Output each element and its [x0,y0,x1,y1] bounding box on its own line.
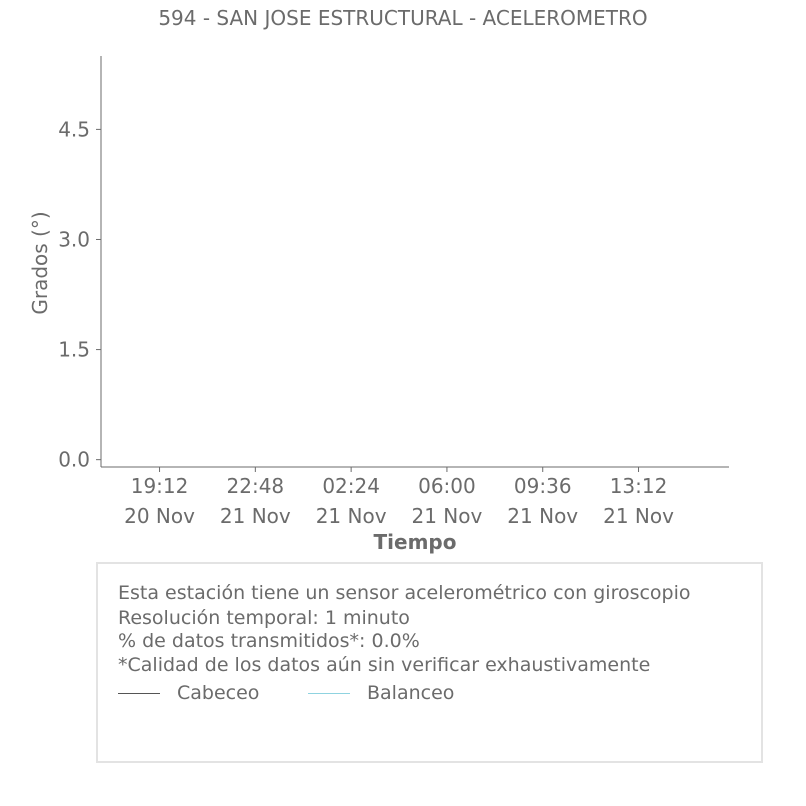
legend-label-cabeceo: Cabeceo [177,682,260,704]
y-tick-label: 4.5 [58,117,90,142]
y-axis-label: Grados (°) [28,211,52,315]
x-tick-date-label: 21 Nov [315,504,387,528]
y-tick-label: 0.0 [58,447,90,472]
x-tick-time-label: 13:12 [609,474,668,498]
x-tick-time-label: 22:48 [226,474,285,498]
chart-title: 594 - SAN JOSE ESTRUCTURAL - ACELEROMETRO [158,6,648,30]
x-tick-time-label: 02:24 [322,474,380,498]
legend-swatch-cabeceo [118,693,160,694]
y-tick-label: 3.0 [58,227,90,252]
x-tick-date-label: 21 Nov [411,504,483,528]
y-tick-label: 1.5 [58,337,90,362]
legend-label-balanceo: Balanceo [367,682,455,704]
x-tick-date-label: 21 Nov [603,504,674,528]
info-line-resolution: Resolución temporal: 1 minuto [118,607,410,629]
x-tick-time-label: 09:36 [513,474,572,498]
info-line-sensor: Esta estación tiene un sensor acelerométrico con giroscopio [118,582,691,604]
x-tick-date-label: 21 Nov [219,504,291,528]
x-ticks [124,467,674,528]
x-tick-date-label: 21 Nov [507,504,579,528]
legend-swatch-balanceo [308,693,350,694]
x-axis-label: Tiempo [373,530,457,554]
info-legend-box [96,562,763,763]
y-ticks [58,117,101,471]
x-tick-time-label: 06:00 [418,474,476,498]
x-tick-date-label: 20 Nov [124,504,195,528]
info-line-quality-note: *Calidad de los datos aún sin verificar exhaustivamente [118,654,651,676]
info-line-transmitted: % de datos transmitidos*: 0.0% [118,630,420,652]
x-tick-time-label: 19:12 [130,474,189,498]
